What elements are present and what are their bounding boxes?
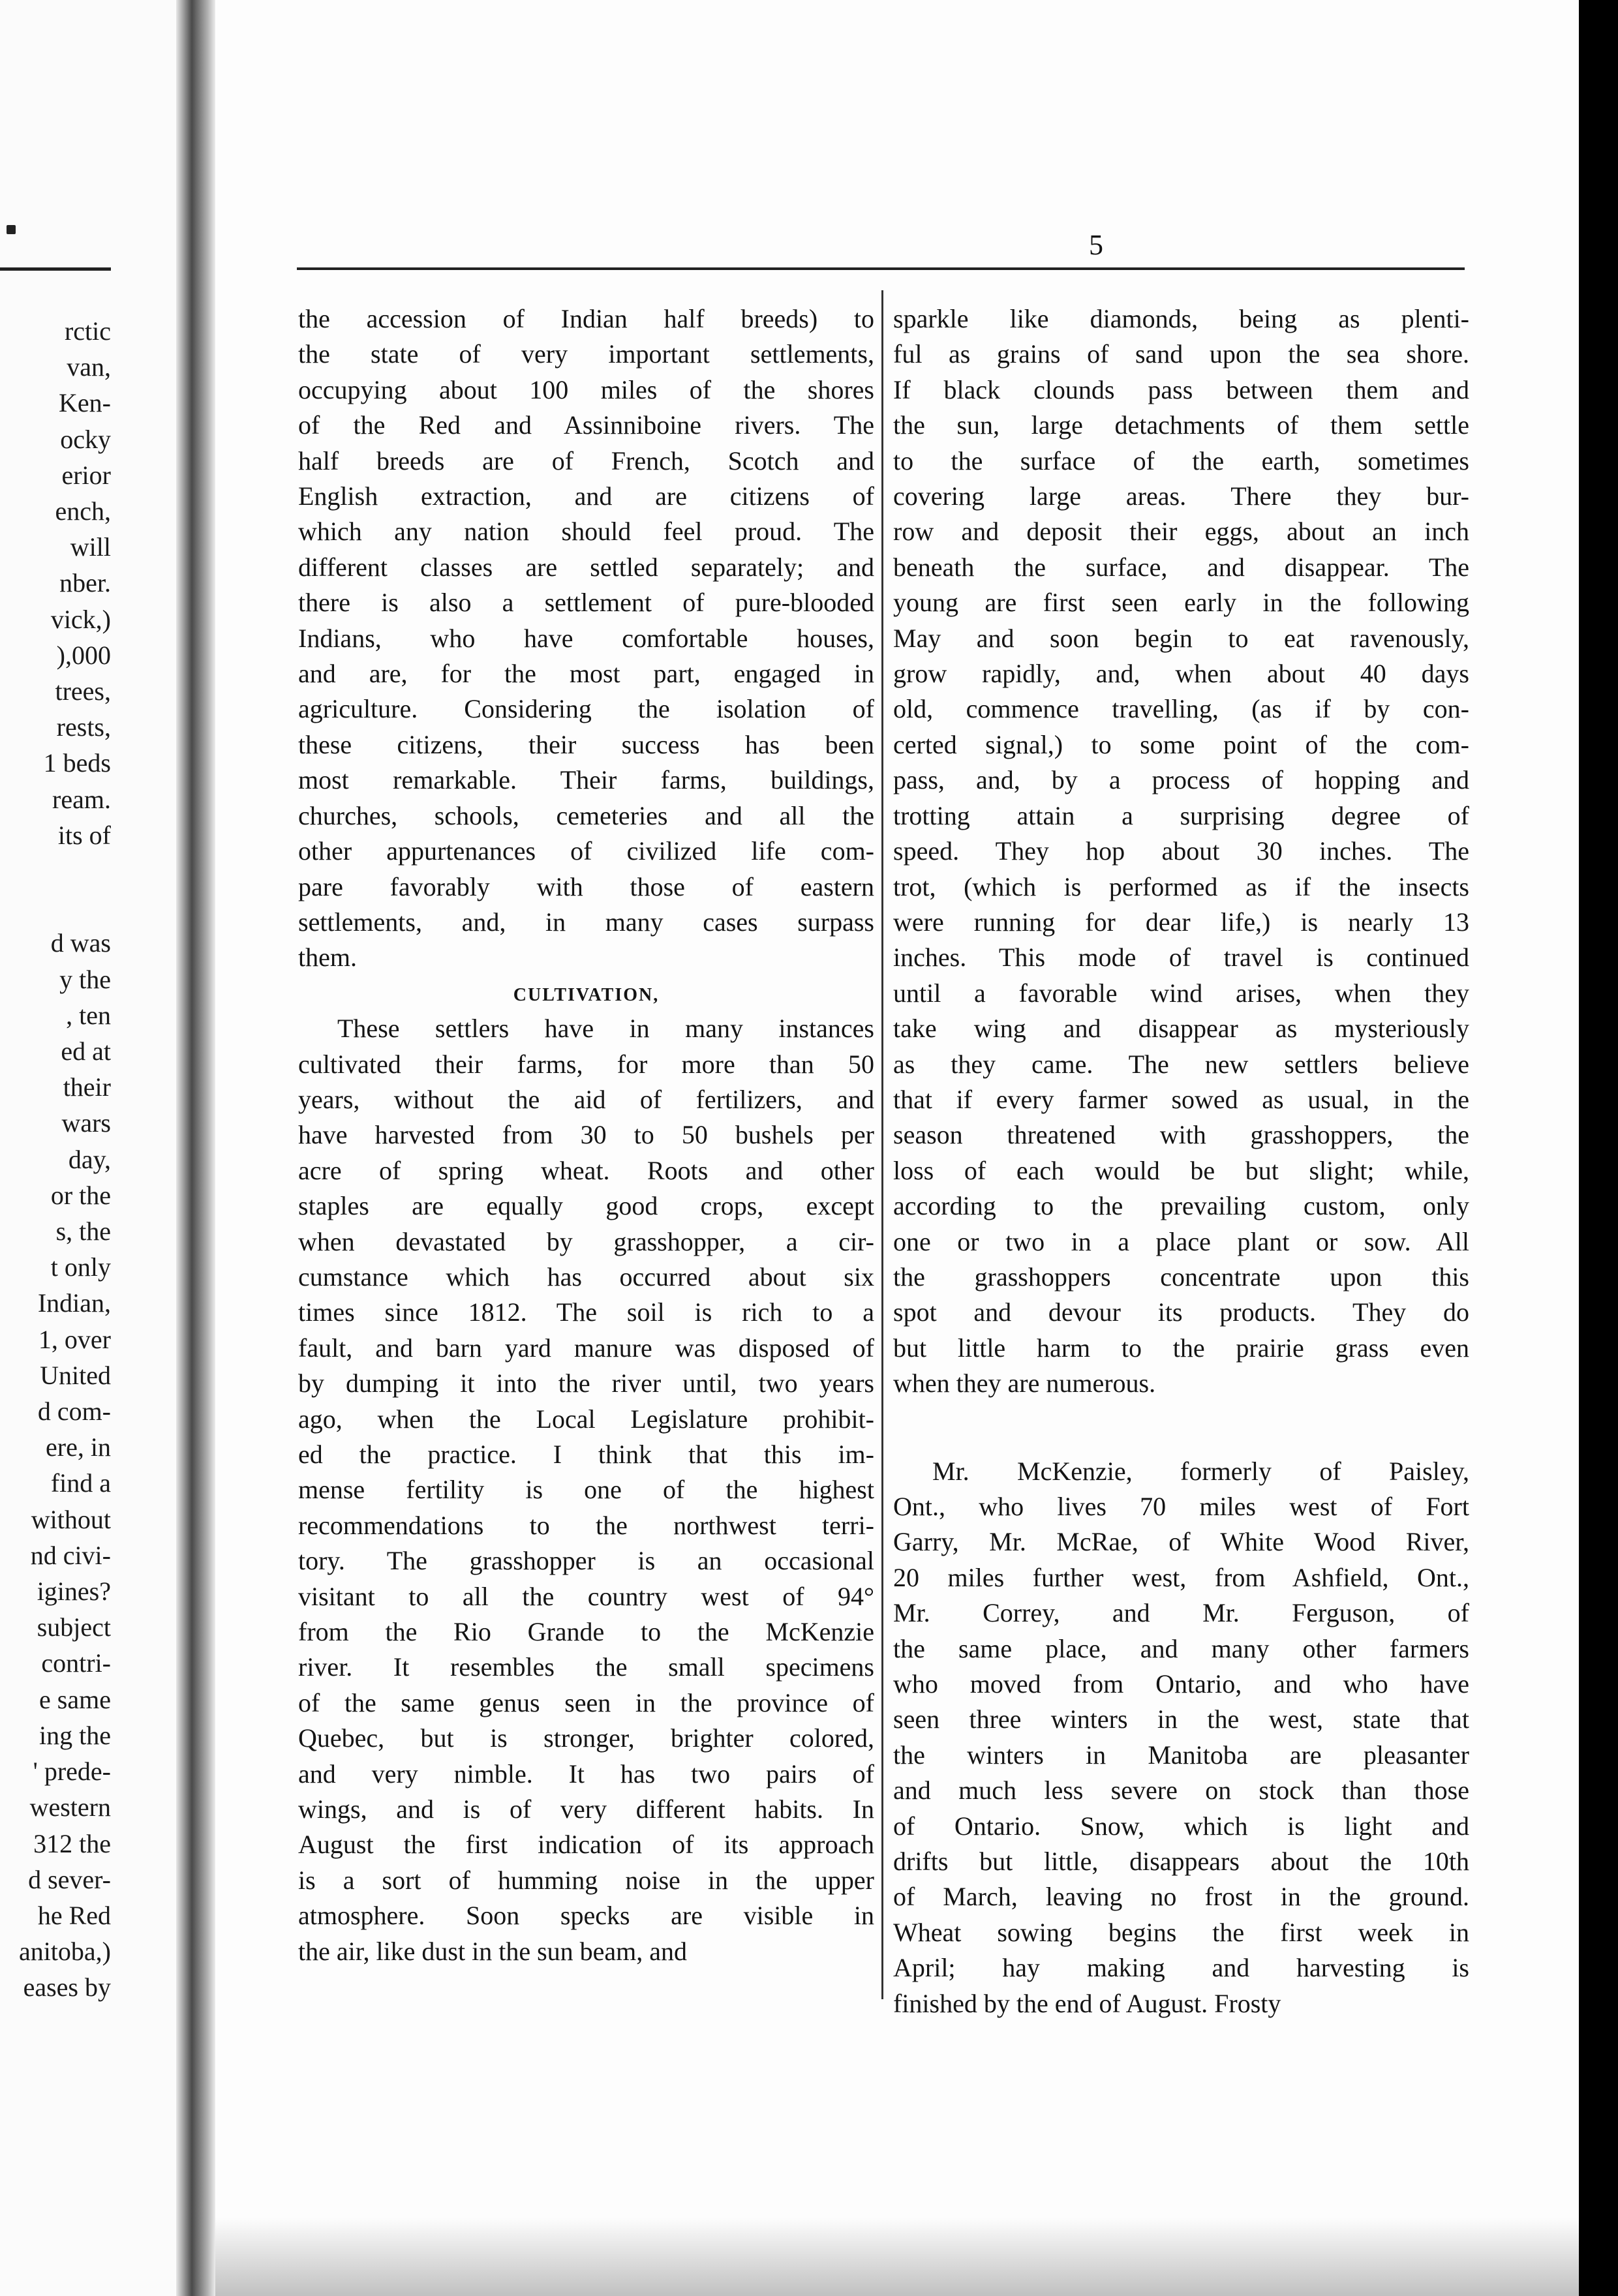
left-fragment-line: ere, in bbox=[46, 1432, 111, 1462]
left-fragment-line: their bbox=[63, 1072, 111, 1102]
left-fragment-line: Indian, bbox=[37, 1288, 111, 1318]
text-line: 20 miles further west, from Ashfield, Ont., bbox=[893, 1562, 1469, 1592]
text-line: trotting attain a surprising degree of bbox=[893, 800, 1469, 830]
text-line: river. It resembles the small specimens bbox=[298, 1652, 874, 1682]
text-line: cumstance which has occurred about six bbox=[298, 1261, 874, 1292]
text-line: the accession of Indian half breeds) to bbox=[298, 304, 874, 333]
text-line: settlements, and, in many cases surpass bbox=[298, 907, 874, 937]
text-line: were running for dear life,) is nearly 13 bbox=[893, 907, 1469, 937]
text-line: the same place, and many other farmers bbox=[893, 1633, 1469, 1663]
text-line: the winters in Manitoba are pleasanter bbox=[893, 1740, 1469, 1770]
text-line: of the same genus seen in the province of bbox=[298, 1687, 874, 1717]
text-line: of Ontario. Snow, which is light and bbox=[893, 1811, 1469, 1841]
text-line: Mr. Correy, and Mr. Ferguson, of bbox=[893, 1598, 1469, 1628]
text-line: have harvested from 30 to 50 bushels per bbox=[298, 1120, 874, 1150]
left-fragment-line: nber. bbox=[59, 568, 111, 598]
text-line: them. bbox=[298, 943, 357, 973]
text-line: Wheat sowing begins the first week in bbox=[893, 1917, 1469, 1947]
text-line: season threatened with grasshoppers, the bbox=[893, 1120, 1469, 1150]
scan-shadow bbox=[215, 2218, 1579, 2296]
text-line: there is also a settlement of pure-blooded bbox=[298, 588, 874, 618]
left-fragment-line: vick,) bbox=[50, 604, 111, 634]
left-fragment-line: d com- bbox=[37, 1397, 111, 1427]
left-fragment-line: eases by bbox=[23, 1972, 111, 2002]
left-fragment-line bbox=[0, 889, 111, 925]
text-line: mense fertility is one of the highest bbox=[298, 1475, 874, 1505]
left-fragment-line: 312 the bbox=[33, 1828, 111, 1858]
left-fragment-line: , ten bbox=[66, 1000, 111, 1030]
text-line: of the Red and Assinniboine rivers. The bbox=[298, 410, 874, 440]
text-line: April; hay making and harvesting is bbox=[893, 1953, 1469, 1983]
text-line: young are first seen early in the following bbox=[893, 588, 1469, 618]
text-line: old, commence travelling, (as if by con- bbox=[893, 694, 1469, 724]
text-line: take wing and disappear as mysteriously bbox=[893, 1014, 1469, 1044]
text-line: visitant to all the country west of 94° bbox=[298, 1581, 874, 1611]
text-line: drifts but little, disappears about the 10th bbox=[893, 1847, 1469, 1877]
text-line: grow rapidly, and, when about 40 days bbox=[893, 659, 1469, 689]
text-line: these citizens, their success has been bbox=[298, 729, 874, 759]
left-fragment-line: d was bbox=[50, 928, 111, 958]
left-fragment-line: ing the bbox=[39, 1720, 111, 1750]
left-fragment-line: 1 beds bbox=[43, 748, 111, 778]
book-spine bbox=[176, 0, 215, 2296]
page-number: 5 bbox=[1089, 229, 1103, 261]
left-fragment-line: e same bbox=[39, 1684, 111, 1714]
right-page bbox=[215, 0, 1579, 2296]
paragraph-gap bbox=[893, 1402, 1469, 1454]
left-page-edge bbox=[0, 0, 176, 2296]
text-line: finished by the end of August. Frosty bbox=[893, 1988, 1281, 2018]
text-line: inches. This mode of travel is continued bbox=[893, 943, 1469, 973]
text-line: and much less severe on stock than those bbox=[893, 1775, 1469, 1805]
left-fragment-line: erior bbox=[61, 460, 111, 490]
text-line: and very nimble. It has two pairs of bbox=[298, 1759, 874, 1789]
left-fragment-line: ' prede- bbox=[33, 1757, 111, 1787]
text-line: of March, leaving no frost in the ground. bbox=[893, 1882, 1469, 1912]
left-fragment-line: nd civi- bbox=[30, 1540, 111, 1570]
left-fragment-line: find a bbox=[50, 1468, 111, 1498]
text-line: covering large areas. There they bur- bbox=[893, 481, 1469, 511]
text-line: Quebec, but is stronger, brighter colored, bbox=[298, 1723, 874, 1753]
paragraph-grasshoppers bbox=[893, 301, 1469, 1402]
left-fragment-line: United bbox=[40, 1360, 111, 1390]
text-line: but little harm to the prairie grass even bbox=[893, 1333, 1469, 1363]
left-fragment-line: ench, bbox=[55, 496, 111, 526]
text-line: occupying about 100 miles of the shores bbox=[298, 374, 874, 404]
left-fragment-line: anitoba,) bbox=[18, 1937, 111, 1967]
text-line: the grasshoppers concentrate upon this bbox=[893, 1261, 1469, 1292]
left-fragment-line: its of bbox=[57, 820, 111, 850]
text-line: times since 1812. The soil is rich to a bbox=[298, 1297, 874, 1327]
text-column-right bbox=[893, 301, 1469, 2021]
text-line: atmosphere. Soon specks are visible in bbox=[298, 1901, 874, 1931]
left-fragment-line: t only bbox=[50, 1252, 111, 1282]
text-line: sparkle like diamonds, being as plenti- bbox=[893, 304, 1469, 333]
text-line: half breeds are of French, Scotch and bbox=[298, 446, 874, 476]
text-line: speed. They hop about 30 inches. The bbox=[893, 836, 1469, 866]
text-line: Ont., who lives 70 miles west of Fort bbox=[893, 1492, 1469, 1521]
left-fragment-line: Ken- bbox=[59, 388, 111, 418]
text-line: the state of very important settlements, bbox=[298, 339, 874, 369]
text-line: from the Rio Grande to the McKenzie bbox=[298, 1617, 874, 1647]
text-line: one or two in a place plant or sow. All bbox=[893, 1226, 1469, 1256]
paragraph-settlements bbox=[298, 301, 874, 976]
section-heading-cultivation: CULTIVATION, bbox=[513, 984, 660, 1005]
text-line: cultivated their farms, for more than 50 bbox=[298, 1049, 874, 1079]
text-line: trot, (which is performed as if the insects bbox=[893, 871, 1469, 901]
text-line: when devastated by grasshopper, a cir- bbox=[298, 1226, 874, 1256]
text-line: pass, and, by a process of hopping and bbox=[893, 765, 1469, 795]
text-line: wings, and is of very different habits. In bbox=[298, 1794, 874, 1824]
text-line: fault, and barn yard manure was disposed of bbox=[298, 1333, 874, 1363]
ink-mark bbox=[7, 225, 16, 234]
text-line: Mr. McKenzie, formerly of Paisley, bbox=[932, 1456, 1469, 1486]
text-line: agriculture. Considering the isolation of bbox=[298, 694, 874, 724]
left-fragment-line: rests, bbox=[56, 712, 111, 742]
text-line: staples are equally good crops, except bbox=[298, 1191, 874, 1221]
left-fragment-line: rctic bbox=[64, 316, 111, 346]
text-line: who moved from Ontario, and who have bbox=[893, 1669, 1469, 1699]
text-column-left bbox=[298, 301, 874, 1969]
text-line: most remarkable. Their farms, buildings, bbox=[298, 765, 874, 795]
text-line: as they came. The new settlers believe bbox=[893, 1049, 1469, 1079]
text-line: tory. The grasshopper is an occasional bbox=[298, 1546, 874, 1576]
left-fragment-line: wars bbox=[61, 1108, 111, 1138]
text-line: other appurtenances of civilized life com- bbox=[298, 836, 874, 866]
text-line: different classes are settled separately; and bbox=[298, 552, 874, 582]
left-fragment-line: van, bbox=[67, 352, 111, 382]
left-fragment-line: y the bbox=[59, 964, 111, 994]
left-fragment-line: will bbox=[70, 532, 111, 562]
text-line: years, without the aid of fertilizers, and bbox=[298, 1084, 874, 1114]
left-fragment-line: s, the bbox=[55, 1216, 111, 1246]
left-fragment-line: western bbox=[29, 1792, 111, 1822]
text-line: churches, schools, cemeteries and all the bbox=[298, 800, 874, 830]
left-fragment-line: contri- bbox=[41, 1648, 111, 1678]
text-line: ed the practice. I think that this im- bbox=[298, 1439, 874, 1469]
text-line: which any nation should feel proud. The bbox=[298, 517, 874, 547]
text-line: recommendations to the northwest terri- bbox=[298, 1510, 874, 1540]
text-line: seen three winters in the west, state that bbox=[893, 1704, 1469, 1734]
text-line: ful as grains of sand upon the sea shore. bbox=[893, 339, 1469, 369]
text-line: English extraction, and are citizens of bbox=[298, 481, 874, 511]
text-line: Indians, who have comfortable houses, bbox=[298, 623, 874, 653]
left-fragment-line: igines? bbox=[37, 1577, 111, 1607]
text-line: If black clounds pass between them and bbox=[893, 374, 1469, 404]
text-line: These settlers have in many instances bbox=[337, 1014, 874, 1044]
text-line: August the first indication of its approach bbox=[298, 1830, 874, 1860]
column-divider bbox=[881, 290, 883, 1999]
text-line: when they are numerous. bbox=[893, 1368, 1156, 1398]
left-page-fragments bbox=[0, 313, 111, 2006]
left-fragment-line: ),000 bbox=[56, 640, 111, 670]
text-line: certed signal,) to some point of the com- bbox=[893, 729, 1469, 759]
text-line: by dumping it into the river until, two years bbox=[298, 1368, 874, 1398]
left-fragment-line: trees, bbox=[55, 676, 111, 706]
text-line: May and soon begin to eat ravenously, bbox=[893, 623, 1469, 653]
text-line: is a sort of humming noise in the upper bbox=[298, 1865, 874, 1895]
left-fragment-line: day, bbox=[68, 1144, 111, 1174]
text-line: spot and devour its products. They do bbox=[893, 1297, 1469, 1327]
left-fragment-line: 1, over bbox=[38, 1324, 111, 1354]
left-fragment-line bbox=[0, 853, 111, 889]
paragraph-cultivation bbox=[298, 1011, 874, 1969]
paragraph-settlers-testimony bbox=[893, 1454, 1469, 2022]
text-line: row and deposit their eggs, about an inch bbox=[893, 517, 1469, 547]
text-line: ago, when the Local Legislature prohibit- bbox=[298, 1404, 874, 1434]
text-line: acre of spring wheat. Roots and other bbox=[298, 1155, 874, 1185]
text-line: loss of each would be but slight; while, bbox=[893, 1155, 1469, 1185]
text-line: and are, for the most part, engaged in bbox=[298, 659, 874, 689]
header-rule bbox=[297, 267, 1465, 270]
left-fragment-line: ream. bbox=[52, 784, 111, 814]
text-line: pare favorably with those of eastern bbox=[298, 871, 874, 901]
text-line: beneath the surface, and disappear. The bbox=[893, 552, 1469, 582]
text-line: to the surface of the earth, sometimes bbox=[893, 446, 1469, 476]
text-line: the air, like dust in the sun beam, and bbox=[298, 1936, 688, 1966]
left-fragment-line: ed at bbox=[61, 1036, 111, 1066]
text-line: the sun, large detachments of them settle bbox=[893, 410, 1469, 440]
left-fragment-line: or the bbox=[50, 1180, 111, 1210]
text-line: Garry, Mr. McRae, of White Wood River, bbox=[893, 1527, 1469, 1557]
text-line: that if every farmer sowed as usual, in the bbox=[893, 1084, 1469, 1114]
left-page-rule bbox=[0, 267, 111, 271]
left-fragment-line: he Red bbox=[37, 1900, 111, 1930]
left-fragment-line: without bbox=[31, 1504, 111, 1534]
text-line: according to the prevailing custom, only bbox=[893, 1191, 1469, 1221]
left-fragment-line: ocky bbox=[60, 424, 111, 454]
left-fragment-line: subject bbox=[37, 1612, 111, 1642]
text-line: until a favorable wind arises, when they bbox=[893, 978, 1469, 1008]
left-fragment-line: d sever- bbox=[28, 1864, 111, 1894]
